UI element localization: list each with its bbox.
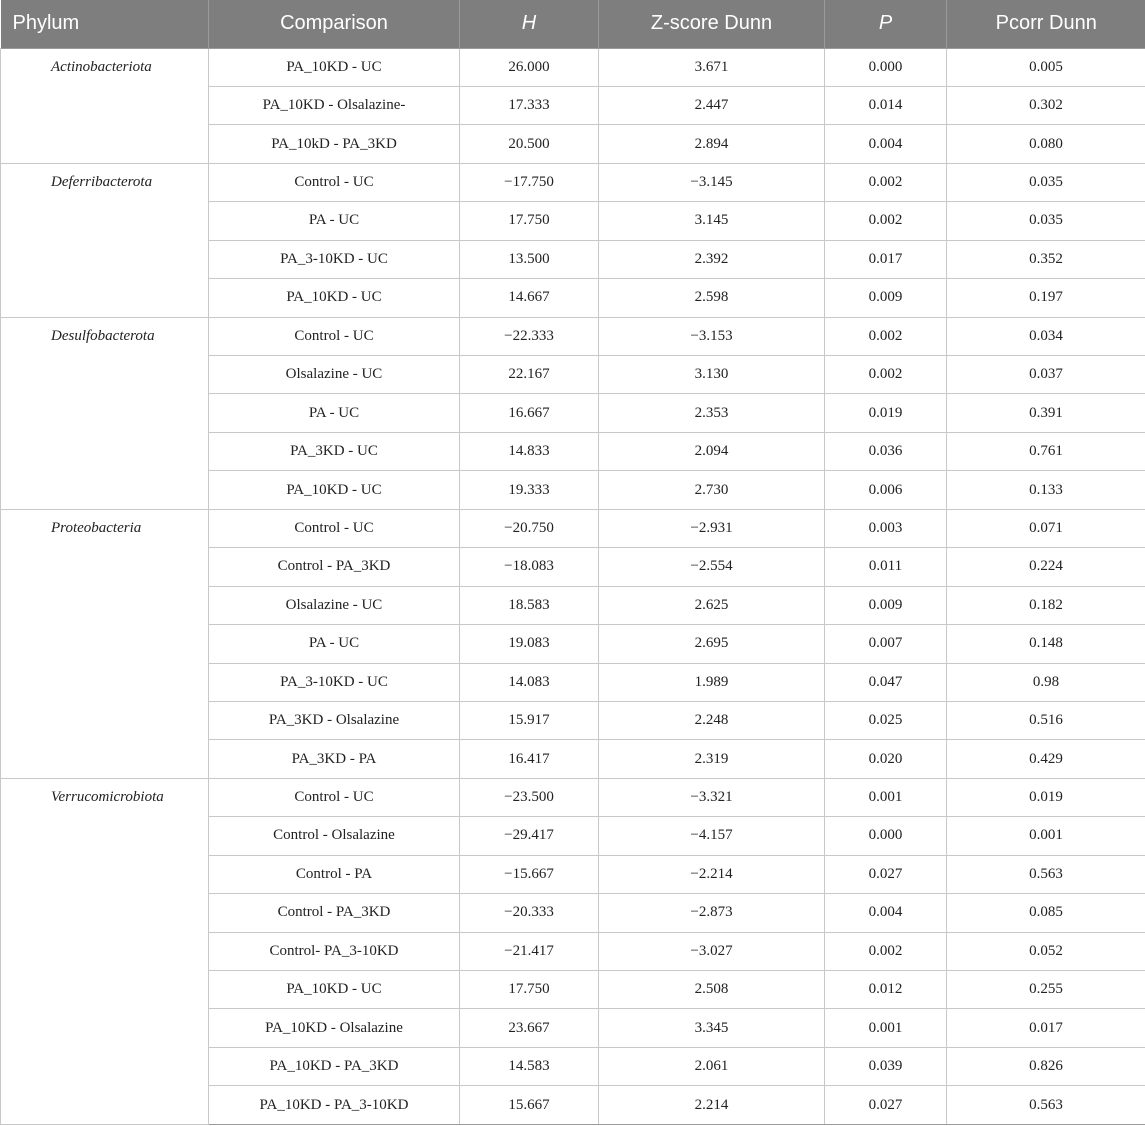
header-zscore: Z-score Dunn xyxy=(599,0,825,48)
h-cell: −15.667 xyxy=(460,855,599,893)
comparison-cell: PA_10KD - Olsalazine xyxy=(209,1009,460,1047)
table-row xyxy=(1,509,1145,547)
h-cell: −17.750 xyxy=(460,163,599,201)
comparison-cell: PA - UC xyxy=(209,394,460,432)
pcorr-cell: 0.133 xyxy=(947,471,1145,509)
p-cell: 0.011 xyxy=(825,548,947,586)
pcorr-cell: 0.516 xyxy=(947,701,1145,739)
zscore-cell: −3.321 xyxy=(599,778,825,816)
zscore-cell: 2.894 xyxy=(599,125,825,163)
pcorr-cell: 0.085 xyxy=(947,894,1145,932)
p-cell: 0.006 xyxy=(825,471,947,509)
pcorr-cell: 0.563 xyxy=(947,855,1145,893)
pcorr-cell: 0.224 xyxy=(947,548,1145,586)
zscore-cell: 2.598 xyxy=(599,279,825,317)
pcorr-cell: 0.391 xyxy=(947,394,1145,432)
p-cell: 0.019 xyxy=(825,394,947,432)
pcorr-cell: 0.034 xyxy=(947,317,1145,355)
header-p: P xyxy=(825,0,947,48)
comparison-cell: Control - UC xyxy=(209,163,460,201)
pcorr-cell: 0.197 xyxy=(947,279,1145,317)
zscore-cell: −3.027 xyxy=(599,932,825,970)
zscore-cell: −2.214 xyxy=(599,855,825,893)
comparison-cell: PA_10KD - UC xyxy=(209,471,460,509)
comparison-cell: Control- PA_3-10KD xyxy=(209,932,460,970)
zscore-cell: 2.447 xyxy=(599,86,825,124)
p-cell: 0.004 xyxy=(825,125,947,163)
h-cell: −20.750 xyxy=(460,509,599,547)
comparison-cell: Control - UC xyxy=(209,509,460,547)
header-row xyxy=(1,0,1145,48)
phylum-cell: Proteobacteria xyxy=(1,509,209,778)
h-cell: −29.417 xyxy=(460,817,599,855)
pcorr-cell: 0.080 xyxy=(947,125,1145,163)
h-cell: 15.667 xyxy=(460,1086,599,1124)
zscore-cell: 2.392 xyxy=(599,240,825,278)
comparison-cell: PA_3-10KD - UC xyxy=(209,240,460,278)
pcorr-cell: 0.148 xyxy=(947,625,1145,663)
comparison-cell: Control - UC xyxy=(209,778,460,816)
comparison-cell: PA_10KD - UC xyxy=(209,48,460,86)
comparison-cell: PA_10KD - UC xyxy=(209,279,460,317)
h-cell: −22.333 xyxy=(460,317,599,355)
p-cell: 0.002 xyxy=(825,317,947,355)
header-h: H xyxy=(460,0,599,48)
table-row xyxy=(1,317,1145,355)
zscore-cell: 2.061 xyxy=(599,1047,825,1085)
phylum-cell: Verrucomicrobiota xyxy=(1,778,209,1124)
zscore-cell: −2.931 xyxy=(599,509,825,547)
p-cell: 0.027 xyxy=(825,1086,947,1124)
zscore-cell: 2.248 xyxy=(599,701,825,739)
phylum-cell: Actinobacteriota xyxy=(1,48,209,163)
p-cell: 0.000 xyxy=(825,48,947,86)
h-cell: 15.917 xyxy=(460,701,599,739)
pcorr-cell: 0.035 xyxy=(947,163,1145,201)
h-cell: 13.500 xyxy=(460,240,599,278)
p-cell: 0.007 xyxy=(825,625,947,663)
table-body xyxy=(1,48,1145,1124)
zscore-cell: −4.157 xyxy=(599,817,825,855)
header-comparison: Comparison xyxy=(209,0,460,48)
h-cell: 22.167 xyxy=(460,356,599,394)
pcorr-cell: 0.001 xyxy=(947,817,1145,855)
pcorr-cell: 0.429 xyxy=(947,740,1145,778)
h-cell: −23.500 xyxy=(460,778,599,816)
table-row xyxy=(1,778,1145,816)
p-cell: 0.027 xyxy=(825,855,947,893)
header-phylum: Phylum xyxy=(1,0,209,48)
p-cell: 0.047 xyxy=(825,663,947,701)
comparison-cell: PA_10KD - UC xyxy=(209,971,460,1009)
h-cell: 23.667 xyxy=(460,1009,599,1047)
p-cell: 0.002 xyxy=(825,163,947,201)
comparison-cell: Olsalazine - UC xyxy=(209,586,460,624)
header-pcorr: Pcorr Dunn xyxy=(995,12,1097,35)
comparison-cell: Control - PA_3KD xyxy=(209,548,460,586)
h-cell: −20.333 xyxy=(460,894,599,932)
h-cell: 14.833 xyxy=(460,432,599,470)
zscore-cell: 2.625 xyxy=(599,586,825,624)
comparison-cell: PA_3KD - Olsalazine xyxy=(209,701,460,739)
h-cell: 14.083 xyxy=(460,663,599,701)
pcorr-cell: 0.052 xyxy=(947,932,1145,970)
h-cell: −18.083 xyxy=(460,548,599,586)
zscore-cell: 2.508 xyxy=(599,971,825,1009)
h-cell: −21.417 xyxy=(460,932,599,970)
p-cell: 0.001 xyxy=(825,778,947,816)
comparison-cell: PA - UC xyxy=(209,202,460,240)
comparison-cell: Control - PA xyxy=(209,855,460,893)
h-cell: 26.000 xyxy=(460,48,599,86)
zscore-cell: −3.145 xyxy=(599,163,825,201)
comparison-cell: PA_10KD - Olsalazine- xyxy=(209,86,460,124)
h-cell: 16.667 xyxy=(460,394,599,432)
zscore-cell: −2.554 xyxy=(599,548,825,586)
p-cell: 0.004 xyxy=(825,894,947,932)
zscore-cell: 3.345 xyxy=(599,1009,825,1047)
pcorr-cell: 0.035 xyxy=(947,202,1145,240)
zscore-cell: 2.094 xyxy=(599,432,825,470)
p-cell: 0.020 xyxy=(825,740,947,778)
p-cell: 0.001 xyxy=(825,1009,947,1047)
p-cell: 0.002 xyxy=(825,932,947,970)
zscore-cell: −3.153 xyxy=(599,317,825,355)
h-cell: 19.333 xyxy=(460,471,599,509)
p-cell: 0.017 xyxy=(825,240,947,278)
pcorr-cell: 0.037 xyxy=(947,356,1145,394)
zscore-cell: 2.319 xyxy=(599,740,825,778)
zscore-cell: 3.145 xyxy=(599,202,825,240)
pcorr-cell: 0.005 xyxy=(947,48,1145,86)
table-row xyxy=(1,163,1145,201)
comparison-cell: PA_10KD - PA_3-10KD xyxy=(209,1086,460,1124)
pcorr-cell: 0.071 xyxy=(947,509,1145,547)
comparison-cell: Control - Olsalazine xyxy=(209,817,460,855)
zscore-cell: 1.989 xyxy=(599,663,825,701)
h-cell: 19.083 xyxy=(460,625,599,663)
h-cell: 18.583 xyxy=(460,586,599,624)
p-cell: 0.039 xyxy=(825,1047,947,1085)
pcorr-cell: 0.255 xyxy=(947,971,1145,1009)
comparison-cell: PA_3KD - PA xyxy=(209,740,460,778)
p-cell: 0.003 xyxy=(825,509,947,547)
zscore-cell: −2.873 xyxy=(599,894,825,932)
h-cell: 16.417 xyxy=(460,740,599,778)
h-cell: 14.667 xyxy=(460,279,599,317)
comparison-cell: PA_10kD - PA_3KD xyxy=(209,125,460,163)
comparison-cell: Olsalazine - UC xyxy=(209,356,460,394)
zscore-cell: 3.671 xyxy=(599,48,825,86)
comparison-cell: PA - UC xyxy=(209,625,460,663)
pcorr-cell: 0.563 xyxy=(947,1086,1145,1124)
pcorr-cell: 0.826 xyxy=(947,1047,1145,1085)
p-cell: 0.036 xyxy=(825,432,947,470)
comparison-cell: Control - UC xyxy=(209,317,460,355)
comparison-cell: PA_3-10KD - UC xyxy=(209,663,460,701)
pcorr-cell: 0.352 xyxy=(947,240,1145,278)
zscore-cell: 3.130 xyxy=(599,356,825,394)
h-cell: 17.333 xyxy=(460,86,599,124)
h-cell: 17.750 xyxy=(460,971,599,1009)
pcorr-cell: 0.302 xyxy=(947,86,1145,124)
p-cell: 0.002 xyxy=(825,202,947,240)
pcorr-cell: 0.761 xyxy=(947,432,1145,470)
comparison-cell: PA_10KD - PA_3KD xyxy=(209,1047,460,1085)
comparison-cell: Control - PA_3KD xyxy=(209,894,460,932)
p-cell: 0.025 xyxy=(825,701,947,739)
h-cell: 17.750 xyxy=(460,202,599,240)
zscore-cell: 2.353 xyxy=(599,394,825,432)
pcorr-cell: 0.98 xyxy=(947,663,1145,701)
p-cell: 0.009 xyxy=(825,279,947,317)
h-cell: 20.500 xyxy=(460,125,599,163)
p-cell: 0.012 xyxy=(825,971,947,1009)
zscore-cell: 2.214 xyxy=(599,1086,825,1124)
pcorr-cell: 0.019 xyxy=(947,778,1145,816)
h-cell: 14.583 xyxy=(460,1047,599,1085)
p-cell: 0.014 xyxy=(825,86,947,124)
p-cell: 0.000 xyxy=(825,817,947,855)
phylum-cell: Deferribacterota xyxy=(1,163,209,317)
phylum-cell: Desulfobacterota xyxy=(1,317,209,509)
table-row xyxy=(1,48,1145,86)
pcorr-cell: 0.182 xyxy=(947,586,1145,624)
zscore-cell: 2.695 xyxy=(599,625,825,663)
p-cell: 0.009 xyxy=(825,586,947,624)
pcorr-cell: 0.017 xyxy=(947,1009,1145,1047)
zscore-cell: 2.730 xyxy=(599,471,825,509)
comparison-cell: PA_3KD - UC xyxy=(209,432,460,470)
p-cell: 0.002 xyxy=(825,356,947,394)
